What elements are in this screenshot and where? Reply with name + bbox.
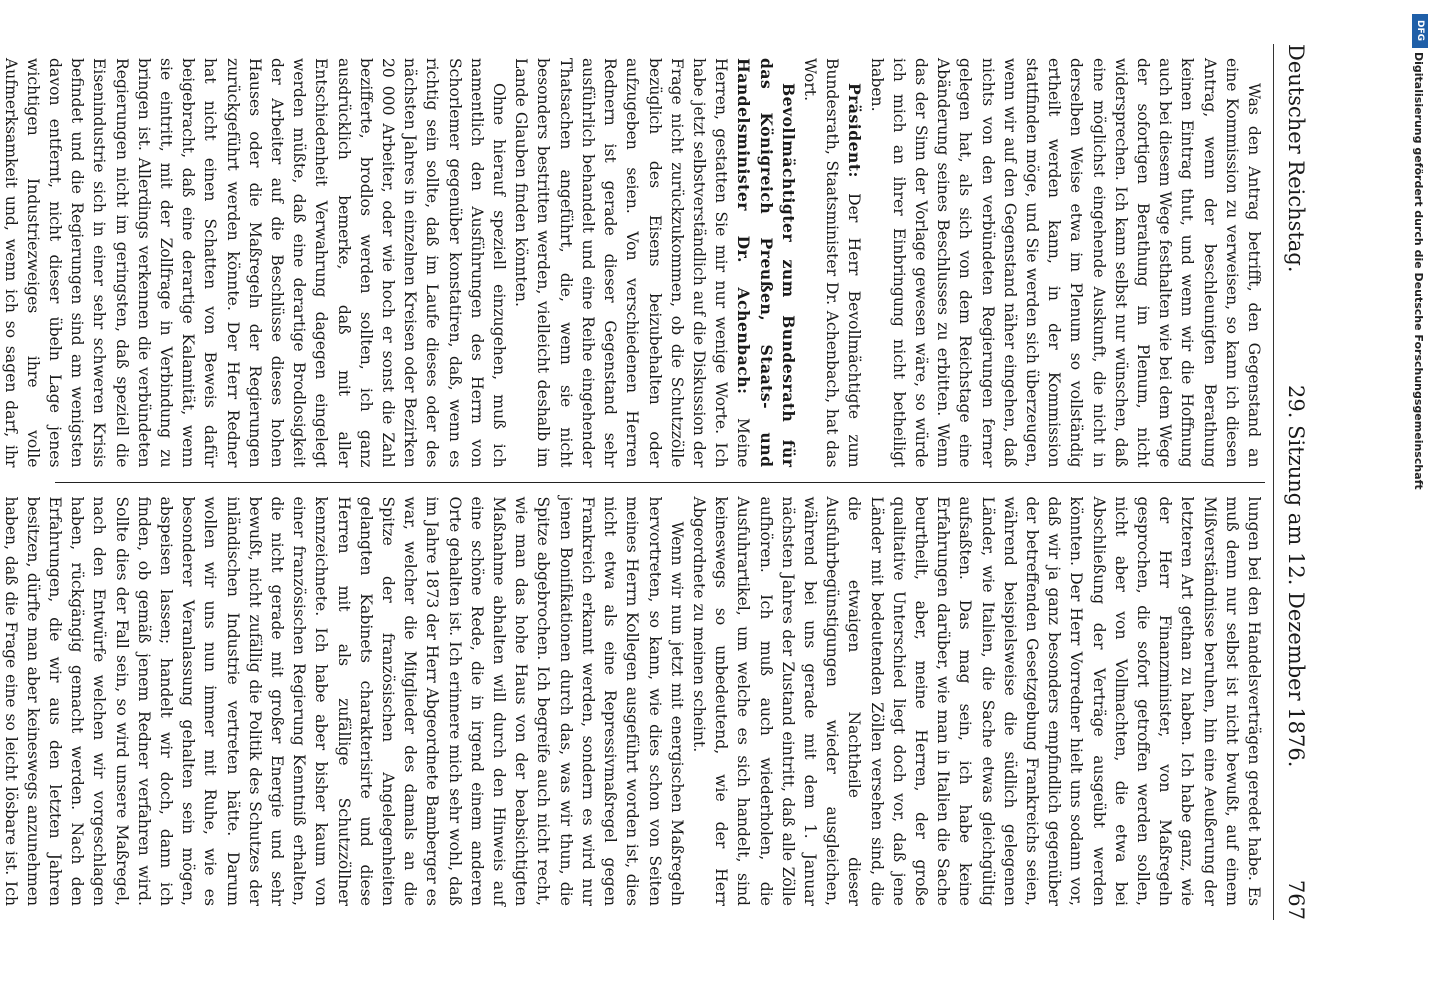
speaker-name: Bevollmächtigter zum Bundesrath für das Königreich Preußen, Staats- und Handelsminister Dr. Achenbach: xyxy=(734,58,798,468)
paragraph: Was den Antrag betrifft, den Gegenstand an eine Kommission zu verweisen, so kann ich diesen Antrag, wenn der beschleunigten Berathung keinen Eintrag thut, und wenn wir die Hoffnung auch bei diesem Wege festhalten wie bei dem Wege der sofortigen Berathung im Plenum, nicht widersprechen. Ich kann selbst nur wünschen, daß eine möglichst eingehende Auskunft, die nicht in derselben Weise etwa im Plenum so vollständig ertheilt werden kann, in der Kommission stattfinden möge, und Sie werden sich überzeugen, wenn wir auf den Gegenstand näher eingehen, daß nichts von den verbündeten Regierungen ferner gelegen hat, als sich von dem Reichstage eine Abänderung seines Beschlusses zu erbitten. Wenn das der Sinn der Vorlage gewesen wäre, so würde ich mich an ihrer Einbringung nicht betheiligt haben. xyxy=(867,58,1263,468)
digitization-credit: Digitalisierung gefördert durch die Deutsche Forschungsgemeinschaft xyxy=(1412,52,1425,490)
page-header xyxy=(1273,44,1308,920)
speech-text: Meine Herren, gestatten Sie mir nur wenige Worte. Ich habe jetzt selbstverständlich auf die Diskussion der Frage nicht zurückzukommen, ob die Schutzzölle bezüglich des Eisens beizubehalten oder aufzugeben seien. Von verschiedenen Herren Rednern ist gerade dieser Gegenstand sehr ausführlich behandelt und eine Reihe eingehender Thatsachen angeführt, die, wenn sie nicht besonders bestritten werden, vielleicht deshalb im Lande Glauben finden könnten. xyxy=(512,58,753,468)
header-session: 29. Sitzung am 12. Dezember 1876. xyxy=(1284,385,1308,768)
paragraph: Ohne hierauf speziell einzugehen, muß ich namentlich den Ausführungen des Herrn von Schorlemer gegenüber konstatiren, daß, wenn es richtig sein sollte, daß im Laufe dieses oder des nächsten Jahres in einzelnen Kreisen oder Bezirken 20 000 Arbeiter, oder wie hoch er sonst die Zahl bezifferte, brodlos werden sollten, ich ganz ausdrücklich bemerke, daß mit aller Entschiedenheit Verwahrung dagegen eingelegt werden müßte, daß eine derartige Brodlosigkeit der Arbeiter auf die Beschlüsse dieses hohen Hauses oder die Maßregeln der Regierungen zurückgeführt werden könnte. Der Herr Redner hat nicht einen Schatten von Beweis dafür beigebracht, daß eine derartige Kalamität, wenn sie eintritt, mit der Zollfrage in Verbindung zu bringen ist. Allerdings verkennen die verbündeten Regierungen nicht im geringsten, daß speziell die Eisenindustrie sich in einer sehr schweren Krisis befindet und die Regierungen sind am wenigsten davon entfernt, nicht dieser übeln Lage jenes wichtigen Industriezweiges ihre volle Aufmerksamkeit und, wenn ich so sagen darf, ihr xyxy=(1,58,509,468)
speech-text: Der Herr Bevollmächtigte zum Bundesrath, Staatsminister Dr. Achenbach, hat das Wort. xyxy=(800,58,864,468)
paragraph: Wenn wir nun jetzt mit energischen Maßregeln hervortreten, so kann, wie dies schon von Seiten meines Herrn Kollegen ausgeführt worden ist, dies nicht etwa als eine Repressivmaßregel gegen Frankreich erkannt werden, sondern es wird nur jenen Bonifikationen durch das, was wir thun, die Spitze abgebrochen. Ich begreife auch nicht recht, wie man das hohe Haus von der beabsichtigten Maßnahme abhalten will durch den Hinweis auf eine schöne Rede, die in irgend einem anderen Orte gehalten ist. Ich erinnere mich sehr wohl, daß im Jahre 1873 der Herr Abgeordnete Bamberger es war, welcher die Mitglieder des damals an die Spitze der französischen Angelegenheiten gelangten Kabinets charakterisirte und diese Herren mit als zufällige Schutzzöllner kennzeichnete. Ich habe aber bisher kaum von einer französischen Regierung Kenntniß erhalten, die nicht gerade mit großer Energie und sehr bewußt, nicht zufällig die Politik des Schutzes der inländischen Industrie vertreten hätte. Darum wollen wir uns nun immer mit Ruhe, wie es besonderer Veranlassung gehalten sein mögen, abspeisen lassen; handelt wir doch, dann ich finden, ob gemäß jenem Redner verfahren wird. Sollte dies der Fall sein, so wird unsere Maßregel, nach den Entwürfe welchen wir vorgeschlagen haben, rückgängig gemacht werden. Nach den Erfahrungen, die wir aus den letzten Jahren besitzen, dürfte man aber keineswegs anzunehmen haben, daß die Frage eine so leicht lösbare ist. Ich xyxy=(1,496,686,906)
paragraph: lungen bei den Handelsverträgen geredet habe. Es muß denn nur selbst ist nicht bewußt, auf einem Mißverständnisse beruhen, hin eine Aeußerung der letzteren Art gethan zu haben. Ich habe ganz, wie der Herr Finanzminister, von Maßregeln gesprochen, die sofort getroffen werden sollen, nicht aber von Vollmachten, die etwa bei Abschließung der Verträge ausgeübt werden könnten. Der Herr Vorredner hielt uns sodann vor, daß wir ja ganz besonders empfindlich gegenüber der betreffenden Gesetzgebung Frankreichs seien, während beispielsweise die südlich gelegenen Länder, wie Italien, die Sache etwas gleichgültig aufsaßten. Das mag sein, ich habe keine Erfahrungen darüber, wie man in Italien die Sache beurtheilt, aber, meine Herren, der große qualitative Unterschied liegt doch vor, daß jene Länder mit bedeutenden Zöllen versehen sind, die die etwaigen Nachtheile dieser Ausfuhrbegünstigungen wieder ausgleichen, während bei uns gerade mit dem 1. Januar nächsten Jahres der Zustand eintritt, daß alle Zölle aufhören. Ich muß auch wiederholen, die Ausfuhrartikel, um welche es sich handelt, sind keineswegs so unbedeutend, wie der Herr Abgeordnete zu meinen scheint. xyxy=(689,496,1263,906)
dfg-logo: DFG xyxy=(1412,14,1428,48)
text-columns xyxy=(1,44,1265,920)
page-number: 767 xyxy=(1284,879,1308,920)
paragraph xyxy=(510,58,799,468)
speaker-name: Präsident: xyxy=(845,82,865,178)
paragraph xyxy=(799,58,866,468)
digitization-sidebar xyxy=(1410,8,1430,988)
header-publication: Deutscher Reichstag. xyxy=(1284,44,1308,273)
right-column xyxy=(1,483,1265,921)
left-column xyxy=(1,44,1265,482)
